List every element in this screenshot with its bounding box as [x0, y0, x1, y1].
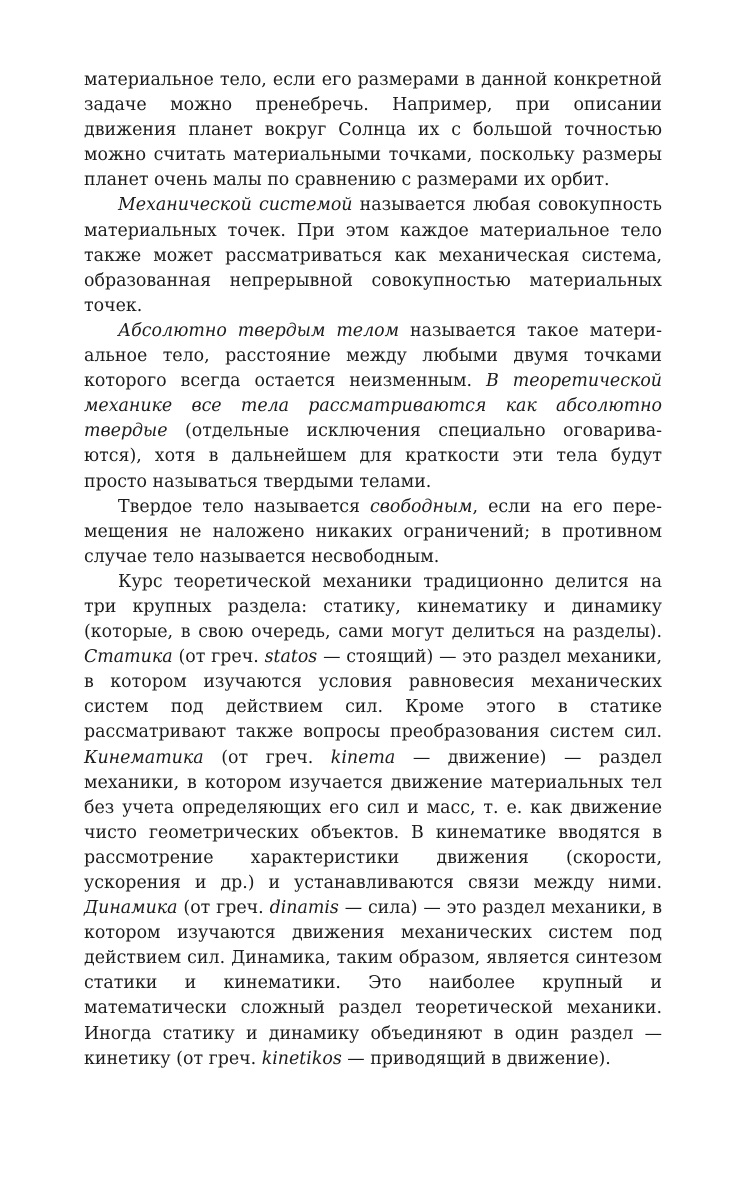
- paragraph-material-body-end: [84, 68, 662, 193]
- term-free: свободным: [370, 496, 473, 517]
- term-mechanical-system: Механической системой: [118, 195, 353, 216]
- emphasis-rigid-assumption: В теоретической механике все тела рассматриваются как абсолютно твердые: [84, 371, 662, 442]
- paragraph-text: (от греч.: [172, 647, 265, 668]
- term-statos: statos: [264, 647, 318, 668]
- term-kinematics: Кинематика: [84, 747, 204, 768]
- paragraph-text: называется такое материальное тело, расстояние между любыми двумя точками которого всегда остается неизменным.: [84, 320, 662, 392]
- paragraph-text: материальное тело, если его размерами в данной конкретной задаче можно пренебречь. Например, при описании движения планет вокруг Солнца их с большой точностью можно считать материальными точками, поскольку размеры планет очень малы по сравнению с размерами их орбит.: [84, 70, 662, 191]
- paragraph-text: — движение) — раздел механики, в котором изучается движение материальных тел без учета определяющих его сил и масс, т. е. как движение чисто геометрических объектов. В кинематике вводятся в рассмотрение характеристики движения (скорости, ускорения и др.) и устанавливаются связи между ними.: [84, 747, 662, 893]
- paragraph-text: называется любая совокупность материальных точек. При этом каждое материальное тело также может рассматриваться как механическая система, образованная непрерывной совокупностью материальных точек.: [84, 195, 662, 316]
- paragraph-mechanical-system: [84, 193, 662, 318]
- term-statics: Статика: [84, 647, 173, 668]
- paragraph-text: — стоящий) — это раздел механики, в котором изучаются условия равновесия механических систем под действием сил. Кроме этого в статике рассматривают также вопросы преобразования систем сил.: [84, 647, 662, 743]
- paragraph-text: Твердое тело называется: [118, 496, 370, 517]
- paragraph-text: (от греч.: [203, 747, 331, 768]
- page-text: [84, 68, 662, 1072]
- paragraph-course-sections: [84, 570, 662, 1072]
- paragraph-free-body: [84, 495, 662, 570]
- term-dinamis: dinamis: [269, 898, 339, 919]
- paragraph-text: Курс теоретической механики традиционно делится на три крупных раздела: статику, кинематику и динамику (которые, в свою очередь, сами могут делиться на разделы).: [84, 571, 662, 643]
- term-rigid-body: Абсолютно твердым телом: [118, 320, 400, 341]
- paragraph-text: — приводящий в движение).: [341, 1048, 611, 1069]
- paragraph-text: , если на его перемещения не наложено никаких ограничений; в противном случае тело называется несвободным.: [84, 496, 662, 567]
- term-kinema: kinema: [330, 747, 396, 768]
- paragraph-text: (отдельные исключения специально оговариваются), хотя в дальнейшем для краткости эти тела будут просто называться твердыми телами.: [84, 421, 662, 492]
- paragraph-text: (от греч.: [177, 898, 270, 919]
- paragraph-rigid-body: [84, 319, 662, 495]
- term-dynamics: Динамика: [84, 898, 178, 919]
- paragraph-text: — сила) — это раздел механики, в котором изучаются движения механических систем под действием сил. Динамика, таким образом, является синтезом статики и кинематики. Это наиболее крупный и математически сложный раздел теоретической механики. Иногда статику и динамику объединяют в один раздел — кинетику (от греч.: [84, 898, 662, 1069]
- term-kinetikos: kinetikos: [261, 1048, 342, 1069]
